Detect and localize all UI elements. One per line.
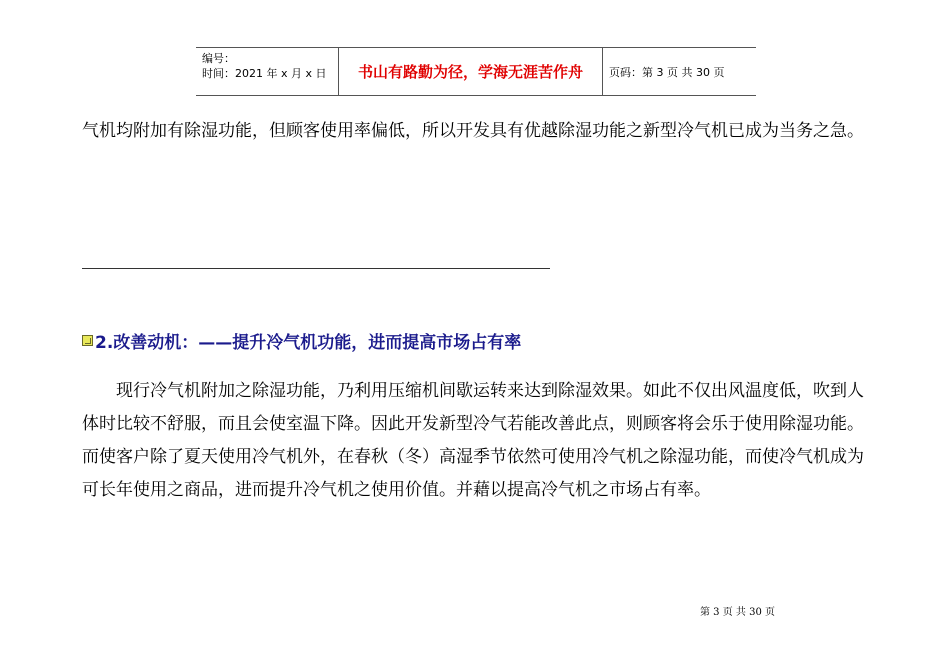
header-page-cell <box>603 48 756 95</box>
section-heading <box>82 328 521 353</box>
footer-page-text: 第 3 页 共 30 页 <box>700 607 775 618</box>
header-motto-cell <box>339 48 603 95</box>
header-motto: 书山有路勤为径，学海无涯苦作舟 <box>357 63 583 81</box>
serial-label: 编号： <box>202 52 235 65</box>
section-divider <box>82 268 550 269</box>
header-page-code: 页码：第 3 页 共 30 页 <box>609 65 725 79</box>
section-heading-text: 2.改善动机：——提升冷气机功能，进而提高市场占有率 <box>95 333 522 353</box>
page-header <box>196 47 756 96</box>
header-meta-cell <box>196 48 339 95</box>
body-paragraph-1: 气机均附加有除湿功能，但顾客使用率偏低，所以开发具有优越除湿功能之新型冷气机已成为当务之急。 <box>82 121 864 141</box>
page-footer <box>700 603 775 618</box>
body-paragraph-2: 现行冷气机附加之除湿功能，乃利用压缩机间歇运转来达到除湿效果。如此不仅出风温度低，吹到人体时比较不舒服，而且会使室温下降。因此开发新型冷气若能改善此点，则顾客将会乐于使用除湿功能。而使客户除了夏天使用冷气机外，在春秋（冬）高湿季节依然可使用冷气机之除湿功能，而使冷气机成为可长年使用之商品，进而提升冷气机之使用价值。并藉以提高冷气机之市场占有率。 <box>82 381 864 500</box>
bullet-icon <box>82 335 93 346</box>
date-label: 时间：2021 年 x 月 x 日 <box>202 67 327 80</box>
